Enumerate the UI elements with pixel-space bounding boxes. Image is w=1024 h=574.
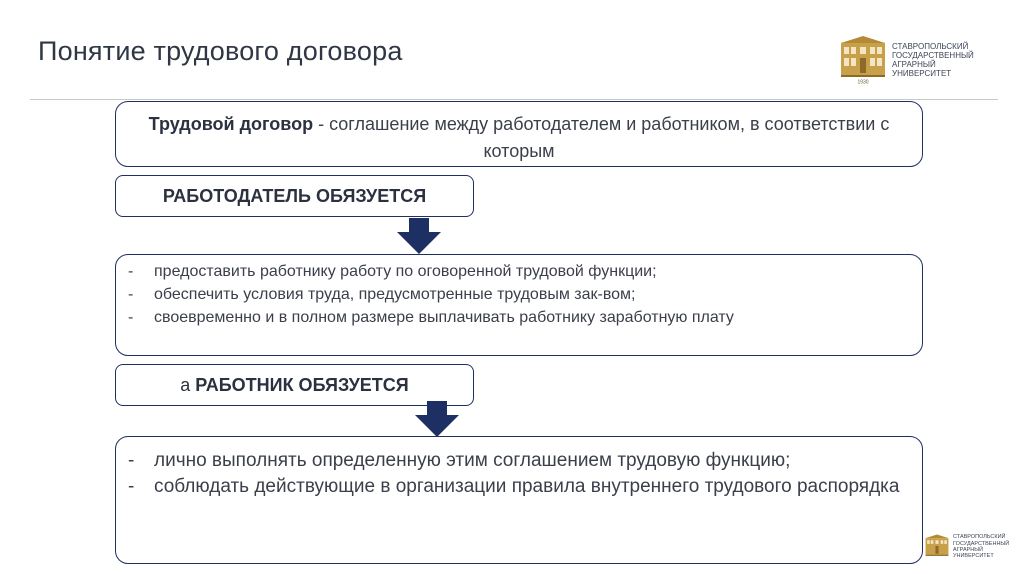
- down-arrow-icon: [415, 401, 459, 437]
- employer-obligations-list: [126, 260, 912, 329]
- definition-text: [116, 111, 922, 165]
- employer-heading-box: [115, 175, 474, 217]
- university-building-icon: [840, 35, 886, 85]
- university-name: [892, 42, 992, 79]
- employee-heading-box: [115, 364, 474, 406]
- logo-year: 1930: [857, 79, 869, 85]
- list-item: - соблюдать действующие в организации правила внутреннего трудового распорядка: [128, 475, 900, 497]
- slide-title: Понятие трудового договора: [38, 36, 403, 66]
- employee-heading-prefix: а: [180, 374, 196, 395]
- employee-heading: РАБОТНИК ОБЯЗУЕТСЯ: [195, 374, 409, 395]
- logo-line-1: СТАВРОПОЛЬСКИЙ: [892, 41, 969, 51]
- employee-obligations-box: [115, 436, 923, 564]
- definition-term: Трудовой договор: [148, 114, 314, 134]
- definition-body: - соглашение между работодателем и работником, в соответствии с которым: [313, 114, 890, 161]
- list-item: - предоставить работнику работу по оговоренной трудовой функции;: [128, 263, 657, 280]
- down-arrow-icon: [397, 218, 441, 254]
- employer-heading: РАБОТОДАТЕЛЬ ОБЯЗУЕТСЯ: [162, 185, 427, 206]
- university-logo: [840, 35, 992, 85]
- list-item: - своевременно и в полном размере выплачивать работнику заработную плату: [128, 309, 734, 326]
- list-item: - обеспечить условия труда, предусмотренные трудовым зак-вом;: [128, 286, 636, 303]
- university-logo-small: [925, 534, 1021, 560]
- employee-obligations-list: [126, 448, 912, 499]
- employer-obligations-box: [115, 254, 923, 356]
- logo-line-2: ГОСУДАРСТВЕННЫЙ: [892, 50, 974, 60]
- definition-box: [115, 101, 923, 167]
- university-name-small: СТАВРОПОЛЬСКИЙ ГОСУДАРСТВЕННЫЙ АГРАРНЫЙ УНИВЕРСИТЕТ: [953, 534, 1010, 560]
- logo-line-3: АГРАРНЫЙ УНИВЕРСИТЕТ: [892, 60, 952, 79]
- university-building-icon: [925, 534, 949, 560]
- list-item: - лично выполнять определенную этим соглашением трудовую функцию;: [128, 450, 791, 471]
- title-divider: [30, 99, 998, 100]
